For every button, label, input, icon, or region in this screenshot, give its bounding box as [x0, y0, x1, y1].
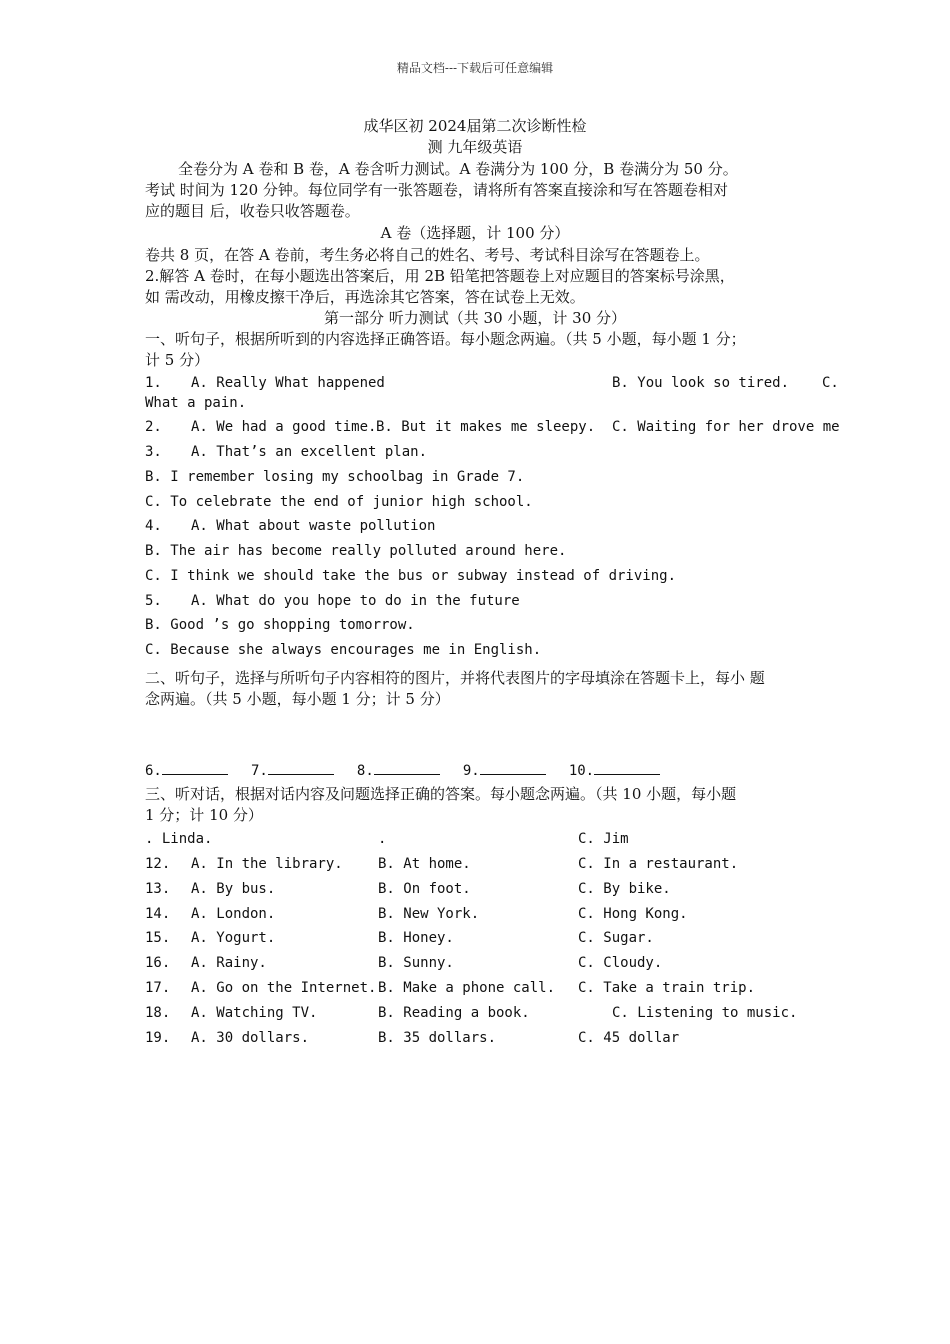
question-number: 16. [145, 955, 171, 972]
section3-instruction-2: 1 分；计 10 分） [145, 806, 263, 824]
note-line-1: 卷共 8 页，在答 A 卷前，考生务必将自己的姓名、考号、考试科目涂写在答题卷上。 [145, 246, 710, 264]
option-c: C. Take a train trip. [578, 980, 756, 996]
option-c: C. By bike. [578, 880, 671, 897]
blank-label-6: 6. [145, 763, 162, 779]
question-number: 4. [145, 518, 162, 534]
section2-instruction-2: 念两遍。（共 5 小题，每小题 1 分；计 5 分） [145, 690, 450, 708]
blank-label-9: 9. [462, 763, 480, 779]
question-5-option-b: B. Good ’s go shopping tomorrow. [145, 617, 415, 633]
question-3-option-b: B. I remember losing my schoolbag in Grade 7. [145, 469, 525, 485]
answer-blank-8[interactable] [374, 760, 440, 775]
question-number: 2. [145, 419, 162, 435]
option-b: B. At home. [378, 856, 471, 872]
question-number: 12. [145, 856, 171, 872]
question-number: 15. [145, 930, 171, 947]
answer-blank-9[interactable] [480, 760, 546, 775]
blank-label-10: 10. [568, 763, 595, 779]
question-number: 1. [145, 375, 162, 391]
note-line-3: 如 需改动，用橡皮擦干净后，再选涂其它答案，答在试卷上无效。 [145, 288, 585, 306]
question-number: 18. [145, 1004, 171, 1021]
option-b: B. Reading a book. [378, 1004, 530, 1021]
header-note: 精品文档---下载后可任意编辑 [396, 61, 554, 75]
option-a: A. Watching TV. [191, 1004, 318, 1021]
question-4-option-c: C. I think we should take the bus or subway instead of driving. [145, 568, 677, 584]
option-b: B. Sunny. [378, 955, 454, 972]
exam-subtitle: 测 九年级英语 [427, 138, 523, 156]
intro-line-2: 考试 时间为 120 分钟。每位同学有一张答题卷，请将所有答案直接涂和写在答题卷相对 [145, 181, 728, 199]
option-b: . [378, 831, 387, 847]
question-number: 3. [145, 444, 162, 460]
answer-blanks [145, 760, 678, 779]
question-1-continuation [145, 395, 246, 411]
option-a: A. In the library. [191, 856, 343, 872]
question-3-option-c: C. To celebrate the end of junior high school. [145, 494, 533, 510]
option-c: C. In a restaurant. [578, 856, 739, 872]
option-b: B. But it makes me sleepy. [376, 419, 596, 435]
option-b: B. 35 dollars. [378, 1029, 497, 1046]
option-a: . Linda. [145, 831, 213, 847]
section1-instruction-1: 一、听句子，根据所听到的内容选择正确答语。每小题念两遍。（共 5 小题，每小题 1 分； [145, 330, 746, 348]
option-a: A. Yogurt. [191, 930, 276, 947]
option-a: A. Really What happened [191, 375, 385, 391]
question-number: 14. [145, 905, 171, 922]
option-b: B. New York. [378, 905, 480, 922]
blank-label-8: 8. [356, 763, 374, 779]
exam-title: 成华区初 2024届第二次诊断性检 [363, 117, 587, 135]
section-a-title: A 卷（选择题，计 100 分） [380, 224, 570, 242]
option-c: C. Listening to music. [612, 1004, 798, 1021]
option-a: A. London. [191, 905, 276, 922]
option-c: C. Jim [578, 831, 629, 847]
option-a: A. 30 dollars. [191, 1029, 310, 1046]
answer-blank-7[interactable] [268, 760, 334, 775]
option-c: C. Cloudy. [578, 955, 663, 972]
question-5-option-c: C. Because she always encourages me in English. [145, 642, 542, 658]
question-number: 19. [145, 1029, 171, 1046]
section1-instruction-2: 计 5 分） [145, 351, 210, 369]
option-b: B. You look so tired. [612, 375, 790, 391]
question-4-option-b: B. The air has become really polluted around here. [145, 543, 567, 559]
option-c: C. 45 dollar [578, 1029, 680, 1046]
blank-label-7: 7. [250, 763, 268, 779]
option-a: A. By bus. [191, 880, 276, 897]
option-b: B. Honey. [378, 930, 454, 947]
option-c: What a pain. [145, 395, 247, 411]
note-line-2: 2.解答 A 卷时，在每小题选出答案后，用 2B 铅笔把答题卷上对应题目的答案标号涂黑， [145, 267, 735, 285]
option-a: A. Go on the Internet. [191, 980, 377, 996]
intro-line-3: 应的题目 后，收卷只收答题卷。 [145, 202, 360, 220]
section2-instruction-1: 二、听句子，选择与所听句子内容相符的图片，并将代表图片的字母填涂在答题卡上，每小 题 [145, 669, 765, 687]
intro-line-1: 全卷分为 A 卷和 B 卷，A 卷含听力测试。A 卷满分为 100 分，B 卷满分为 50 分。 [178, 160, 738, 178]
option-b: B. On foot. [378, 880, 471, 897]
option-b: B. Make a phone call. [378, 980, 556, 996]
part1-title: 第一部分 听力测试（共 30 小题，计 30 分） [323, 309, 627, 327]
option-c: C. Hong Kong. [578, 905, 688, 922]
section3-instruction-1: 三、听对话，根据对话内容及问题选择正确的答案。每小题念两遍。（共 10 小题，每小题 [145, 785, 737, 803]
answer-blank-10[interactable] [594, 760, 660, 775]
option-c-label: C. [822, 375, 839, 391]
answer-blank-6[interactable] [162, 760, 228, 775]
question-number: 17. [145, 980, 171, 996]
option-c: C. Sugar. [578, 930, 654, 947]
option-a: A. Rainy. [191, 955, 267, 972]
option-c: C. Waiting for her drove me [612, 419, 840, 435]
question-number: 5. [145, 593, 162, 609]
option-a: A. That’s an excellent plan. [191, 444, 428, 460]
option-a: A. What do you hope to do in the future [191, 593, 520, 609]
option-a: A. We had a good time. [191, 419, 377, 435]
option-a: A. What about waste pollution [191, 518, 436, 534]
question-number: 13. [145, 880, 171, 897]
